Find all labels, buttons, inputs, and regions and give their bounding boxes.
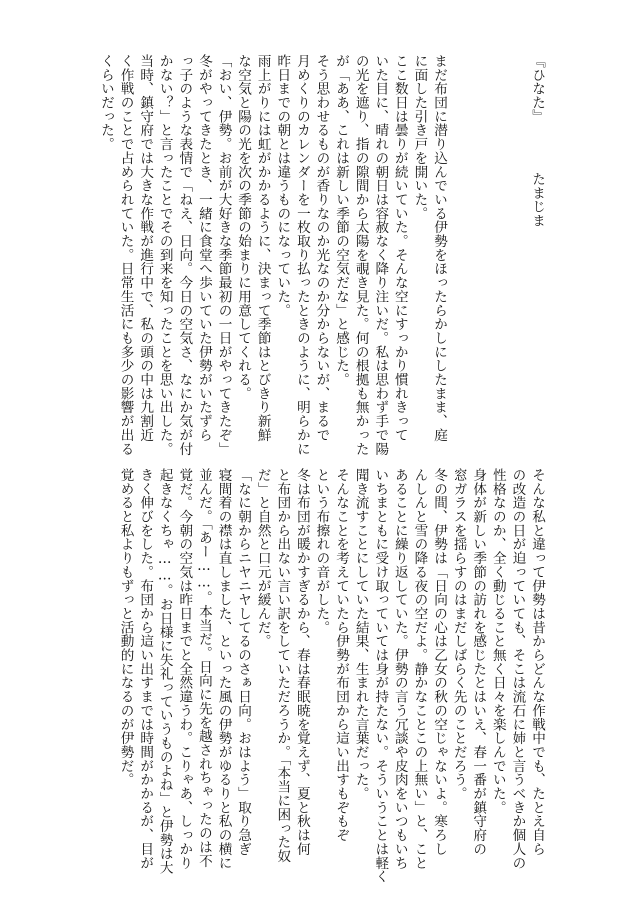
- text-column: そんな私と違って伊勢は昔からどんな作戦中でも、たとえ自ら: [529, 468, 545, 856]
- text-column: 当時、鎮守府では大きな作戦が進行中で、私の頭の中は九割近: [137, 54, 154, 442]
- text-column: ここ数日は曇りが続いていた。そんな空にすっかり慣れきって: [391, 54, 408, 442]
- text-column: きく伸びをした。布団から這い出すまでは時間がかかるが、目が: [137, 468, 154, 870]
- text-column: 覚めると私よりもずっと活動的になるのが伊勢だ。: [117, 468, 134, 787]
- top-columns: [95, 54, 448, 456]
- text-column: っ子のような表情で「ねえ、日向。今日の空気さ、なにか気が付: [176, 54, 193, 456]
- text-column: 性格なのか、全く動じること無く日々を楽しんでいた。: [489, 468, 506, 815]
- text-column: んしんと雪の降る夜の空だよ。静かなことこの上無い」と、こと: [411, 468, 428, 870]
- text-column: あることに繰り返していた。伊勢の言う冗談や皮肉をいつもいち: [391, 468, 408, 870]
- text-column: 身体が新しい季節の訪れを感じたとはいえ、春一番が鎮守府の: [470, 468, 487, 856]
- text-column: いた目に、晴れの朝日は容赦なく降り注いだ。私は思わず手で陽: [372, 54, 389, 456]
- text-column: 雨上がりには虹がかかるように、決まって季節はとびきり新鮮: [254, 54, 271, 442]
- text-column: くらいだった。: [97, 54, 114, 151]
- text-column: 冬は布団が暖かすぎるから、春は春眠暁を覚えず、夏と秋は何: [293, 468, 310, 856]
- text-column: と布団から出ない言い訳をしていただろうか。「本当に困った奴: [274, 468, 291, 863]
- text-column: に面した引き戸を開いた。: [411, 54, 428, 221]
- text-column: そんなことを考えていたら伊勢が布団から這い出すもぞもぞ: [333, 468, 350, 842]
- text-column: 起きなくちゃ……。お日様に失礼っていうものよね」と伊勢は大: [156, 468, 173, 875]
- text-column: く作戦のことで占められていた。日常生活にも多少の影響が出る: [117, 54, 134, 456]
- text-column: 冬の間、伊勢は「日向の心は乙女の秋の空じゃないよ。寒ろし: [431, 468, 448, 856]
- text-column: 窓ガラスを揺らすのはまだしばらく先のことだろう。: [450, 468, 467, 801]
- text-column: という布擦れの音がした。: [313, 468, 330, 635]
- text-column: まだ布団に潜り込んでいる伊勢をほったらかしにしたまま、庭: [431, 54, 448, 442]
- text-column: 寝間着の襟は直しました、といった風の伊勢がゆるりと私の横に: [215, 468, 232, 870]
- story-author: たまじま: [529, 172, 545, 228]
- bottom-columns: [115, 468, 546, 884]
- text-column: 「おい、伊勢。お前が大好きな季節最初の一日がやってきたぞ」: [215, 54, 232, 456]
- text-column: そう思わせるものが香りなのか光なのか分からないが、まるで: [313, 54, 330, 442]
- top-text-block: [86, 54, 546, 456]
- text-column: 「なに朝からニヤニヤしてるのさぁ日向。おはよう」取り急ぎ: [235, 468, 252, 856]
- story-title: 『ひなた』: [529, 54, 545, 124]
- title-line: [468, 54, 546, 430]
- text-column: 覚だ。今朝の空気は昨日までと全然違うわ。こりゃあ、しっかり: [176, 468, 193, 870]
- text-column: の改造の日が迫っていても、そこは流石に姉と言うべきか個人の: [509, 468, 526, 870]
- text-column: いちまともに受け取っていては身が持たない。そういうことは軽く: [372, 468, 389, 884]
- column-gap: [448, 54, 468, 430]
- text-column: 冬がやってきたとき、一緒に食堂へ歩いていた伊勢がいたずら: [195, 54, 212, 442]
- text-column: が「ああ、これは新しい季節の空気だな」と感じた。: [333, 54, 350, 387]
- text-column: だ」と自然と口元が緩んだ。: [254, 468, 271, 649]
- text-column: 並んだ。「あー……。本当だ。日向に先を越されちゃったのは不: [195, 468, 212, 868]
- text-column: 昨日までの朝とは違うものになっていた。: [274, 54, 291, 318]
- text-column: 聞き流すことにしていた結果、生まれた言葉だった。: [352, 468, 369, 801]
- text-column: 月めくりのカレンダーを一枚取り払ったときのように、明らかに: [293, 54, 310, 456]
- text-column: な空気と陽の光を次の季節の始まりに用意してくれる。: [235, 54, 252, 401]
- text-column: の光を遮り、指の隙間から太陽を覗き見た。何の根拠も無かった: [352, 54, 369, 456]
- text-column: かない？」と言ったことでその到来を知ったことを思い出した。: [156, 54, 173, 456]
- bottom-text-block: [86, 468, 546, 884]
